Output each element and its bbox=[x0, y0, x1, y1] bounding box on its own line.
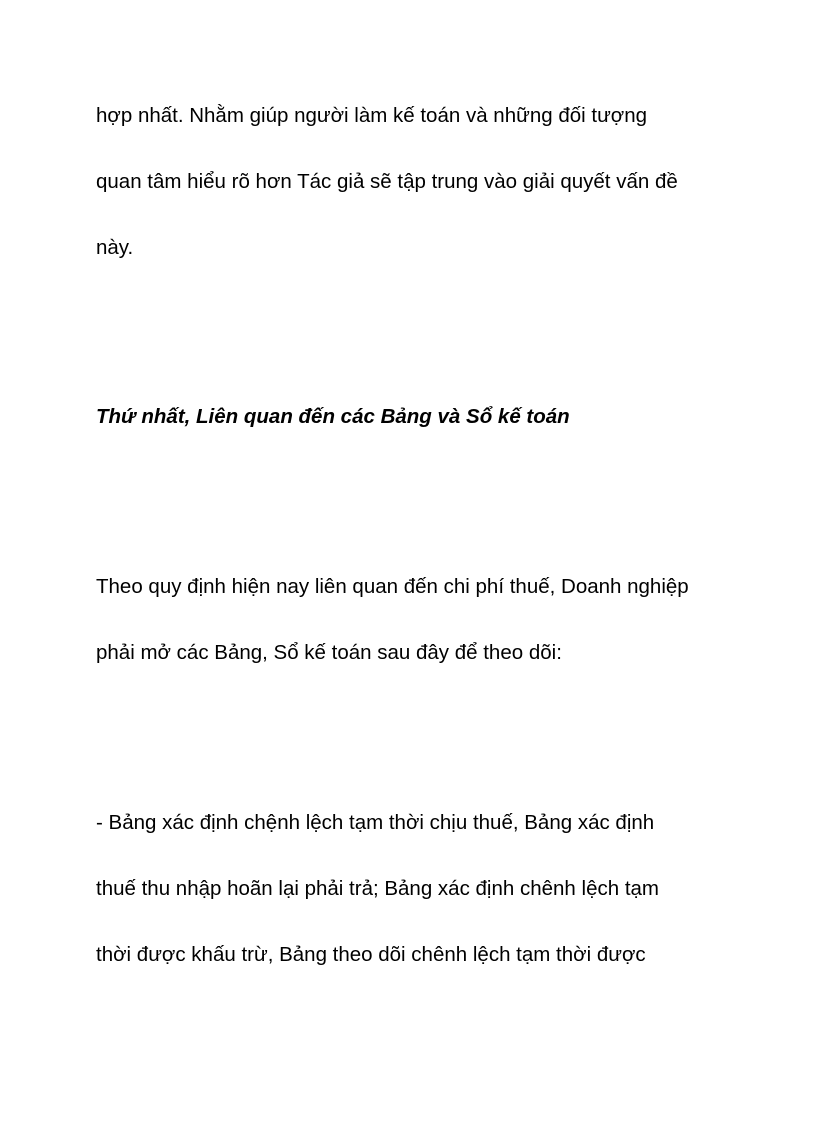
regulation-line-2: phải mở các Bảng, Sổ kế toán sau đây để theo dõi: bbox=[96, 641, 562, 664]
list-item-line-3: thời được khấu trừ, Bảng theo dõi chênh lệch tạm thời được bbox=[96, 943, 646, 966]
intro-line-3: này. bbox=[96, 236, 134, 259]
intro-line-1: hợp nhất. Nhằm giúp người làm kế toán và những đối tượng bbox=[96, 104, 648, 127]
list-item-line-1: - Bảng xác định chệnh lệch tạm thời chịu thuế, Bảng xác định bbox=[96, 811, 655, 834]
list-item-line-2: thuế thu nhập hoãn lại phải trả; Bảng xác định chênh lệch tạm bbox=[96, 877, 660, 900]
intro-line-2: quan tâm hiểu rõ hơn Tác giả sẽ tập trung vào giải quyết vấn đề bbox=[96, 170, 678, 193]
regulation-line-1: Theo quy định hiện nay liên quan đến chi phí thuế, Doanh nghiệp bbox=[96, 575, 689, 598]
section-heading: Thứ nhất, Liên quan đến các Bảng và Sổ kế toán bbox=[96, 405, 570, 428]
